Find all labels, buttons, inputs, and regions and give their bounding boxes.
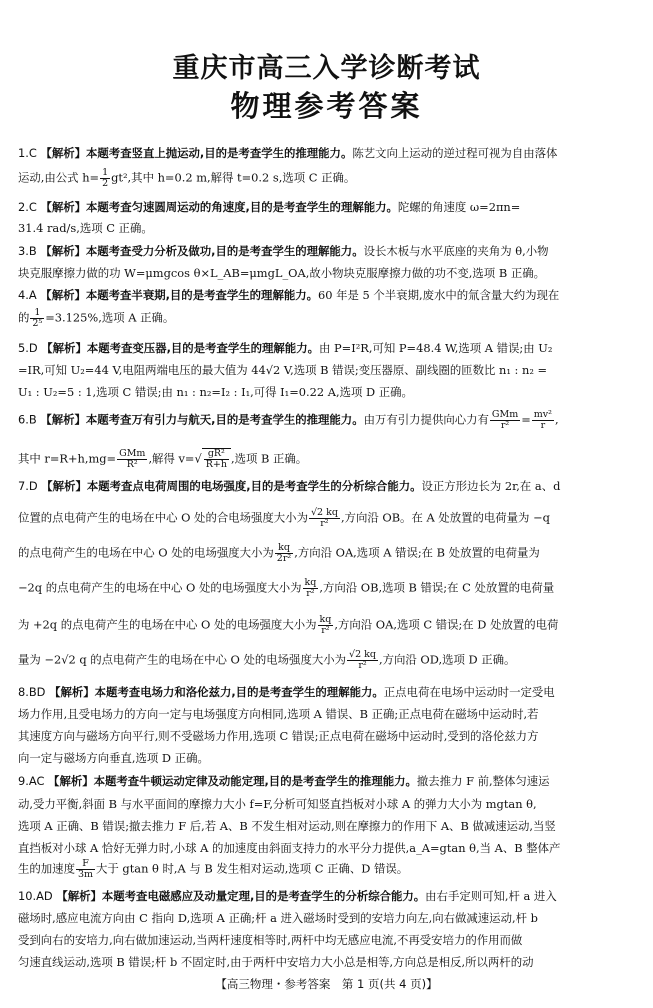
fraction-numerator: GMm: [119, 448, 146, 459]
answer-text: ,方向沿 OB。在 A 处放置的电荷量为 −q: [340, 510, 550, 525]
fraction: [532, 410, 554, 431]
analysis-tag: 【解析】本题考查电磁感应及动量定理,目的是考查学生的分析综合能力。: [56, 889, 426, 903]
answer-text: 的: [18, 310, 30, 325]
fraction-denominator: 3m: [77, 869, 94, 880]
fraction-numerator: kq: [275, 543, 293, 554]
analysis-tag: 【解析】本题考查点电荷周围的电场强度,目的是考查学生的分析综合能力。: [41, 479, 422, 493]
analysis-tag: 【解析】本题考查万有引力与航天,目的是考查学生的推理能力。: [40, 412, 364, 427]
answer-text: ,方向沿 OA,选项 A 错误;在 B 处放置的电荷量为: [294, 545, 540, 560]
fraction-denominator: r²: [320, 518, 329, 529]
fraction-numerator: gR²: [204, 449, 229, 460]
analysis-tag: 【解析】本题考查竖直上抛运动,目的是考查学生的推理能力。: [40, 146, 353, 160]
fraction: [275, 543, 293, 564]
fraction-denominator: 2⁵: [32, 318, 43, 329]
answer-text: 磁场时,感应电流方向由 C 指向 D,选项 A 正确;杆 a 进入磁场时受到的安培力向左,向右做减速运动,杆 b: [18, 911, 538, 925]
answer-text: 场力作用,且受电场力的方向一定与电场强度方向相同,选项 A 错误、B 正确;正点电荷在磁场中运动时,若: [18, 707, 539, 721]
answer-text: 运动,由公式 h=: [18, 170, 100, 185]
answer-text: 由 P=I²R,可知 P=48.4 W,选项 A 错误;由 U₂: [318, 341, 553, 355]
analysis-tag: 【解析】本题考查受力分析及做功,目的是考查学生的理解能力。: [40, 244, 364, 258]
fraction: [117, 449, 147, 470]
answer-text: 由右手定则可知,杆 a 进入: [425, 889, 557, 903]
fraction: [204, 449, 229, 470]
answer-text: ,方向沿 OB,选项 B 错误;在 C 处放置的电荷量: [319, 580, 555, 595]
answer-text: 陀螺的角速度 ω=2πn=: [397, 200, 521, 214]
exam-title: 重庆市高三入学诊断考试: [172, 53, 481, 84]
answer-number: 1.C: [18, 146, 37, 160]
page-footer: 【高三物理・参考答案 第 1 页(共 4 页)】: [215, 977, 438, 991]
fraction-denominator: R²: [126, 459, 138, 470]
sqrt-symbol: √: [194, 451, 202, 466]
answer-text: 大于 gtan θ 时,A 与 B 发生相对运动,选项 C 正确、D 错误。: [96, 861, 409, 876]
fraction-numerator: √2 kq: [349, 649, 376, 660]
fraction: [490, 410, 520, 431]
answer-text: ,解得 v=: [148, 451, 195, 466]
answer-key-title: 物理参考答案: [230, 89, 423, 123]
fraction-denominator: r²: [358, 660, 367, 671]
answer-number: 9.AC: [18, 774, 45, 788]
fraction: [100, 168, 110, 189]
fraction-numerator: mv²: [533, 409, 552, 420]
answer-text: 块克服摩擦力做的功 W=μmgcos θ×L_AB=μmgL_OA,故小物块克服摩擦力做的功不变,选项 B 正确。: [18, 266, 545, 280]
fraction-denominator: r: [540, 420, 546, 431]
fraction-numerator: 1: [30, 308, 44, 319]
analysis-tag: 【解析】本题考查半衰期,目的是考查学生的理解能力。: [40, 288, 319, 302]
answer-number: 7.D: [18, 479, 38, 493]
analysis-tag: 【解析】本题考查变压器,目的是考查学生的理解能力。: [41, 341, 319, 355]
answer-text: ,方向沿 OA,选项 C 错误;在 D 处放置的电荷: [334, 617, 559, 632]
answer-text: 设正方形边长为 2r,在 a、d: [421, 479, 561, 493]
answer-text: gt²,其中 h=0.2 m,解得 t=0.2 s,选项 C 正确。: [111, 170, 356, 185]
answer-text: =3.125%,选项 A 正确。: [45, 310, 175, 325]
answer-text: 其速度方向与磁场方向平行,则不受磁场力作用,选项 C 错误;正点电荷在磁场中运动时,受到的洛伦兹力方: [18, 729, 539, 743]
answer-text: =IR,可知 U₂=44 V,电阻两端电压的最大值为 44√2 V,选项 B 错误;变压器原、副线圈的匝数比 n₁ : n₂ =: [18, 363, 548, 377]
answer-number: 10.AD: [18, 889, 53, 903]
answer-text: 选项 A 正确、B 错误;撤去推力 F 后,若 A、B 不发生相对运动,则在摩擦力的作用下 A、B 做减速运动,当竖: [18, 819, 556, 833]
answer-text: 匀速直线运动,选项 B 错误;杆 b 不固定时,由于两杆中安培力大小总是相等,方向总是相反,所以两杆的动: [18, 955, 534, 969]
answer-text: 受到向右的安培力,向右做加速运动,当两杆速度相等时,两杆中均无感应电流,不再受安培力的作用而做: [18, 933, 523, 947]
answer-text: −2q 的点电荷产生的电场在中心 O 处的电场强度大小为: [18, 580, 302, 595]
answer-text: 的点电荷产生的电场在中心 O 处的电场强度大小为: [18, 545, 274, 560]
answer-text: U₁ : U₂=5 : 1,选项 C 错误;由 n₁ : n₂=I₂ : I₁,可得 I₁=0.22 A,选项 D 正确。: [18, 385, 413, 399]
answer-text: 为 +2q 的点电荷产生的电场在中心 O 处的电场强度大小为: [18, 617, 317, 632]
answer-text: 向一定与磁场方向垂直,选项 D 正确。: [18, 751, 209, 765]
fraction-numerator: √2 kq: [310, 507, 338, 518]
answer-text: 量为 −2√2 q 的点电荷产生的电场在中心 O 处的电场强度大小为: [18, 652, 347, 667]
answer-number: 8.BD: [18, 685, 46, 699]
fraction: [309, 508, 340, 529]
fraction: [318, 615, 334, 636]
answer-text: 由万有引力提供向心力有: [363, 412, 489, 427]
fraction-numerator: kq: [304, 577, 317, 588]
analysis-tag: 【解析】本题考查牛顿运动定律及动能定理,目的是考查学生的推理能力。: [48, 774, 417, 788]
fraction-denominator: 2r²: [276, 553, 292, 564]
answer-text: 31.4 rad/s,选项 C 正确。: [18, 221, 153, 235]
answer-text: 60 年是 5 个半衰期,废水中的氚含量大约为现在: [318, 288, 560, 302]
fraction-numerator: 1: [102, 167, 109, 178]
fraction-denominator: 2: [102, 178, 109, 189]
answer-number: 4.A: [18, 288, 37, 302]
fraction-denominator: R+h: [205, 459, 227, 470]
answer-text: 生的加速度: [18, 861, 75, 876]
equals-sign: =: [521, 412, 531, 427]
answer-text: 撤去推力 F 前,整体匀速运: [416, 774, 550, 788]
answer-text: 设长木板与水平底座的夹角为 θ,小物: [363, 244, 549, 258]
answer-number: 2.C: [18, 200, 37, 214]
answer-text: 陈艺文向上运动的逆过程可视为自由落体: [352, 146, 558, 160]
fraction: [303, 578, 319, 599]
answer-text: 其中 r=R+h,mg=: [18, 451, 117, 466]
fraction: [30, 308, 44, 329]
answer-text: 正点电荷在电场中运动时一定受电: [383, 685, 555, 699]
answer-sheet-page: 重庆市高三入学诊断考试 物理参考答案 1.C 【解析】本题考查竖直上抛运动,目的是考查学生的推理能力。陈艺文向上运动的逆过程可视为自由落体 运动,由公式 h= $\frac{1}{2}$ gt²,其中 h=0.2 m,解得 t=0.2 s,选项 C 正确。 2.C 【解析】本题考查匀速圆周运动的角速度,目的是考查学生的理解能力。陀螺的角速度 ω=2πn= 31.4 rad/s,选项 C 正确。 3.B 【解析】本题考查受力分析及做功,目的是考查学生的理解能力。设长木板与水平底座的夹角为 θ,小物 块克服摩擦力做的功 W=μmgcos θ×L_AB=μmgL_OA,故小物块克服摩擦力做的功不变,选项 B 正确。 4.A 【解析】本题考查半衰期,目的是考查学生的理解能力。60 年是 5 个半衰期,废水中的氚含量大约为现在 的 $\frac{1}{\text{2⁵}}$ =3.125%,选项 A 正确。 5.D 【解析】本题考查变压器,目的是考查学生的理解能力。由 P=I²R,可知 P=48.4 W,选项 A 错误;由 U₂ =IR,可知 U₂=44 V,电阻两端电压的最大值为 44√2 V,选项 B 错误;变压器原、副线圈的匝数比 n₁ : n₂ = U₁ : U₂=5 : 1,选项 C 错误;由 n₁ : n₂=I₂ : I₁,可得 I₁=0.22 A,选项 D 正确。 6.B 【解析】本题考查万有引力与航天,目的是考查学生的推理能力。由万有引力提供向心力有 $\frac{\text{GMm}}{\text{r²}}$ = $\frac{\text{mv²}}{r}$ , 其中 r=R+h,mg= $\frac{\text{GMm}}{\text{R²}}$ ,解得 v=√ $\frac{\text{gR²}}{R+h}$ ,选项 B 正确。 7.D 【解析】本题考查点电荷周围的电场强度,目的是考查学生的分析综合能力。设正方形边长为 2r,在 a、d 位置的点电荷产生的电场在中心 O 处的合电场强度大小为 $\frac{√2 kq}{\text{r²}}$ ,方向沿 OB。在 A 处放置的电荷量为 −q 的点电荷产生的电场在中心 O 处的电场强度大小为 $\frac{kq}{\text{2r²}}$ ,方向沿 OA,选项 A 错误;在 B 处放置的电荷量为 −2q 的点电荷产生的电场在中心 O 处的电场强度大小为 $\frac{kq}{\text{r²}}$ ,方向沿 OB,选项 B 错误;在 C 处放置的电荷量 为 +2q 的点电荷产生的电场在中心 O 处的电场强度大小为 $\frac{kq}{\text{r²}}$ ,方向沿 OA,选项 C 错误;在 D 处放置的电荷 量为 −2√2 q 的点电荷产生的电场在中心 O 处的电场强度大小为 $\frac{√2 kq}{\text{r²}}$ ,方向沿 OD,选项 D 正确。 8.BD 【解析】本题考查电场力和洛伦兹力,目的是考查学生的理解能力。正点电荷在电场中运动时一定受电 场力作用,且受电场力的方向一定与电场强度方向相同,选项 A 错误、B 正确;正点电荷在磁场中运动时,若 其速度方向与磁场方向平行,则不受磁场力作用,选项 C 错误;正点电荷在磁场中运动时,受到的洛伦兹力方 向一定与磁场方向垂直,选项 D 正确。 9.AC 【解析】本题考查牛顿运动定律及动能定理,目的是考查学生的推理能力。撤去推力 F 前,整体匀速运 动,受力平衡,斜面 B 与水平面间的摩擦力大小 f=F,分析可知竖直挡板对小球 A 的弹力大小为 mgtan θ, 选项 A 正确、B 错误;撤去推力 F 后,若 A、B 不发生相对运动,则在摩擦力的作用下 A、B 做减速运动,当竖 直挡板对小球 A 恰好无弹力时,小球 A 的加速度由斜面支持力的水平分力提供,a_A=gtan θ,当 A、B 整体产 生的加速度 $\frac{F}{3m}$ 大于 gtan θ 时,A 与 B 发生相对运动,选项 C 正确、D 错误。 10.AD 【解析】本题考查电磁感应及动量定理,目的是考查学生的分析综合能力。由右手定则可知,杆 a 进入 磁场时,感应电流方向由 C 指向 D,选项 A 正确;杆 a 进入磁场时受到的安培力向左,向右做减速运动,杆 b 受到向右的安培力,向右做加速运动,当两杆速度相等时,两杆中均无感应电流,不再受安培力的作用而做 匀速直线运动,选项 B 错误;杆 b 不固定时,由于两杆中安培力大小总是相等,方向总是相反,所以两杆的动 【高三物理・参考答案 第 1 页(共 4 页)】: [0, 0, 653, 1008]
fraction-denominator: r²: [500, 420, 510, 431]
answer-number: 5.D: [18, 341, 38, 355]
answer-text: 位置的点电荷产生的电场在中心 O 处的合电场强度大小为: [18, 510, 308, 525]
answer-text: 直挡板对小球 A 恰好无弹力时,小球 A 的加速度由斜面支持力的水平分力提供,a_A=gtan θ,当 A、B 整体产: [18, 841, 561, 855]
fraction-numerator: F: [76, 859, 95, 870]
fraction-denominator: r²: [321, 625, 330, 636]
analysis-tag: 【解析】本题考查匀速圆周运动的角速度,目的是考查学生的理解能力。: [40, 200, 398, 214]
answer-text: ,选项 B 正确。: [230, 451, 308, 466]
answer-number: 6.B: [18, 412, 37, 427]
analysis-tag: 【解析】本题考查电场力和洛伦兹力,目的是考查学生的理解能力。: [49, 685, 384, 699]
fraction-numerator: GMm: [491, 409, 519, 420]
answer-number: 3.B: [18, 244, 37, 258]
fraction-numerator: kq: [319, 614, 332, 625]
fraction: [76, 859, 95, 880]
answer-text: 动,受力平衡,斜面 B 与水平面间的摩擦力大小 f=F,分析可知竖直挡板对小球 A 的弹力大小为 mgtan θ,: [18, 797, 537, 811]
fraction-denominator: r²: [306, 588, 315, 599]
answer-text: ,方向沿 OD,选项 D 正确。: [379, 652, 516, 667]
fraction: [347, 650, 378, 671]
sqrt-body: [202, 448, 231, 470]
